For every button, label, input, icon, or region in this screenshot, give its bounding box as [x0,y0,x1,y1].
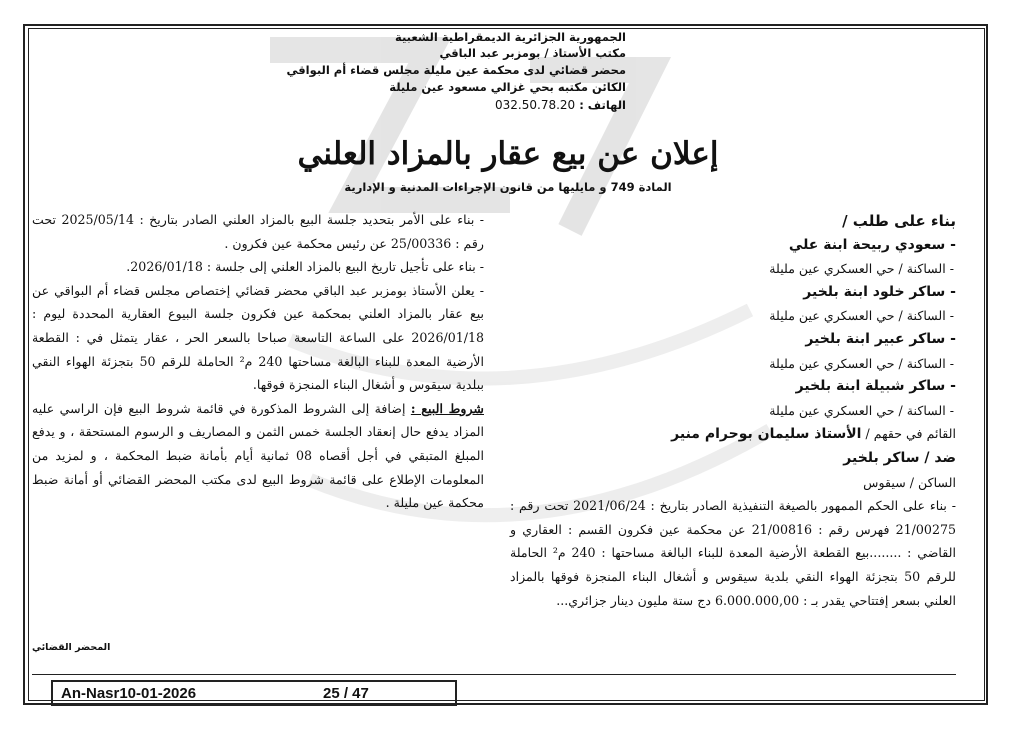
announcement-title: إعلان عن بيع عقار بالمزاد العلني [297,136,719,172]
judgment-paragraph: - بناء على الحكم الممهور بالصيغة التنفيذية الصادر بتاريخ : 2021/06/24 تحت رقم : 21/00275 فهرس رقم : 21/00816 عن محكمة عين فكرون القسم : العقاري و القاضي : ........بيع القطعة الأرضية المعدة للبناء البالغة مساحتها : 240 م² الحاملة للرقم 50 بتجزئة الهواء النقي بلدية سيقوس و أشغال البناء المنجزة فوقها بالمزاد العلني بسعر إفتتاحي يقدر بـ : 6.000.000,00 دج ستة مليون دينار جزائري... [510,498,956,608]
party-name: - ساكر عبير ابنة بلخير [805,330,956,347]
footer-page-number: 25 / 47 [323,685,369,702]
against-party: ضد / ساكر بلخير [843,449,956,466]
party-name: - ساكر شبيلة ابنة بلخير [795,378,956,395]
against-address: الساكن / سيقوس [863,474,956,490]
left-column [32,208,484,515]
conditions-text: إضافة إلى الشروط المذكورة في قائمة شروط البيع فإن الراسي عليه المزاد يدفع حال إنعقاد الجلسة خمس الثمن و المصاريف و الرسوم المستحقة ، و يدفع المبلغ المتبقي في أجل أقصاه 08 ثمانية أيام بأمانة ضبط المحكمة ، و لمزيد من المعلومات الإطلاع على قائمة شروط البيع لدى مكتب المحضر القضائي أو أمانة ضبط محكمة عين مليلة . [32,400,485,511]
party-name: - ساكر خلود ابنة بلخير [803,283,956,300]
conditions-label: شروط البيع : [410,400,484,416]
party-address: - الساكنة / حي العسكري عين مليلة [769,261,954,277]
party-name: - سعودي ربيحة ابنة علي [788,236,956,253]
header-line-1: الجمهورية الجزائرية الديمقراطية الشعبية [394,30,626,44]
lawyer-line [510,422,956,447]
footer-reference: An-Nasr10-01-2026 [61,685,197,702]
order-paragraph: - بناء على الأمر بتحديد جلسة البيع بالمزاد العلني الصادر بتاريخ : 2025/05/14 تحت رقم : 25/00336 عن رئيس محكمة عين فكرون . [32,212,484,251]
header-line-4: الكائن مكتبه بحي غزالي مسعود عين مليلة [389,80,626,94]
footer-box [51,680,457,706]
bottom-divider [32,674,956,675]
conditions-paragraph [32,397,484,515]
bailiff-signature: المحضر القضائي [32,642,111,653]
header-line-2: مكتب الأستاذ / بومزبر عبد الباقي [439,46,626,60]
request-heading: بناء على طلب / [842,212,956,230]
announcement-subtitle: المادة 749 و مايليها من قانون الإجراءات المدنية و الإدارية [344,180,672,194]
party-address: - الساكنة / حي العسكري عين مليلة [769,355,954,371]
phone-value: 032.50.78.20 [495,98,576,112]
party-address: - الساكنة / حي العسكري عين مليلة [769,308,954,324]
right-column [510,210,956,612]
party-address: - الساكنة / حي العسكري عين مليلة [769,402,954,418]
header-phone [495,98,626,113]
postponement-paragraph: - بناء على تأجيل تاريخ البيع بالمزاد العلني إلى جلسة : 2026/01/18. [126,259,484,275]
lawyer-prefix: القائم في حقهم / [865,426,956,442]
header-line-3: محضر قضائي لدى محكمة عين مليلة مجلس قضاء أم البواقي [286,63,626,77]
sale-paragraph: - يعلن الأستاذ بومزبر عبد الباقي محضر قضائي إختصاص مجلس قضاء أم البواقي عن بيع عقار بالمزاد العلني بمحكمة عين فكرون جلسة البيوع العقارية المحددة ليوم : 2026/01/18 على الساعة التاسعة صباحا بالسعر الحر ، عقار يتمثل في : القطعة الأرضية المعدة للبناء البالغة مساحتها 240 م² الحاملة للرقم 50 بتجزئة الهواء النقي ببلدية سيقوس و أشغال البناء المنجزة فوقها. [32,282,484,393]
lawyer-name: الأستاذ سليمان بوحرام منير [671,426,862,443]
phone-label: الهاتف : [579,98,626,112]
